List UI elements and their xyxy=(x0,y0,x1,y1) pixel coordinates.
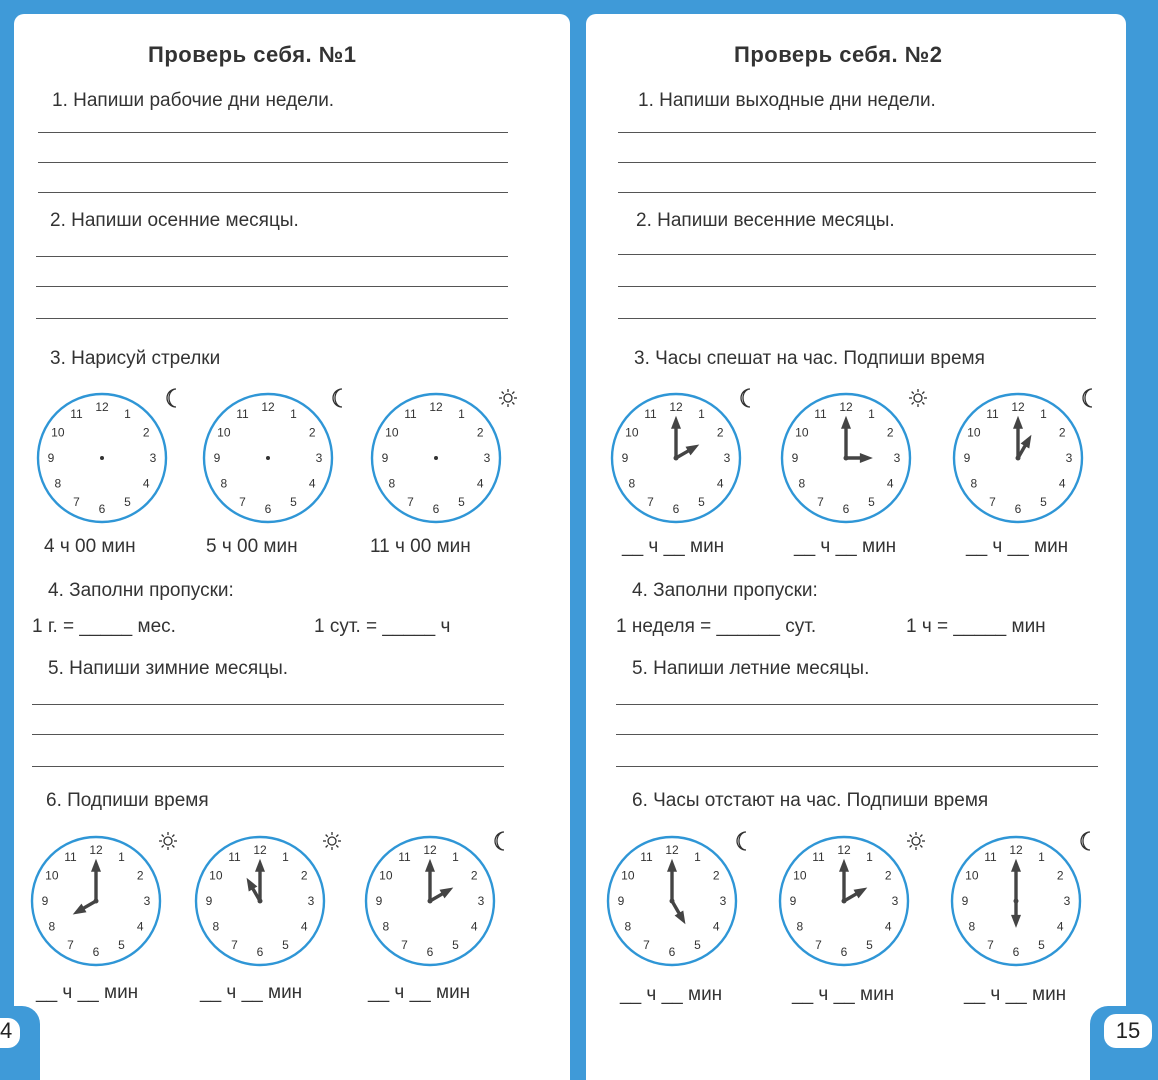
clock-number: 1 xyxy=(868,406,875,421)
sun-icon xyxy=(909,389,927,407)
clock-number: 10 xyxy=(793,868,807,883)
page-number-right: 15 xyxy=(1104,1014,1152,1048)
answer-line[interactable] xyxy=(616,734,1098,735)
clock-number: 3 xyxy=(1063,894,1071,908)
clock-face xyxy=(780,388,940,528)
clock-face xyxy=(30,828,190,974)
clock-number: 9 xyxy=(621,451,629,465)
clock-number: 7 xyxy=(231,938,238,953)
clock-caption: 11 ч 00 мин xyxy=(370,536,471,557)
clock-number: 5 xyxy=(868,495,875,510)
moon-icon xyxy=(737,832,746,850)
clock-face[interactable] xyxy=(36,388,196,528)
clock-number: 7 xyxy=(67,938,74,953)
clock-number: 11 xyxy=(228,849,241,864)
answer-line[interactable] xyxy=(36,318,508,319)
moon-icon xyxy=(167,389,176,407)
clock-number: 6 xyxy=(264,502,272,516)
question-4: 4. Заполни пропуски: xyxy=(632,580,818,601)
clock-number: 9 xyxy=(375,894,383,908)
clock-number: 2 xyxy=(300,868,308,883)
clock-number: 8 xyxy=(220,476,228,491)
clock-number: 3 xyxy=(307,894,315,908)
clock-number: 9 xyxy=(617,894,625,908)
clock-number: 6 xyxy=(256,945,264,959)
question-6: 6. Часы отстают на час. Подпиши время xyxy=(632,790,989,811)
clock-number: 3 xyxy=(1065,451,1073,465)
clock-number: 8 xyxy=(54,476,62,491)
fill-in-years[interactable]: 1 г. = _____ мес. xyxy=(32,616,176,637)
answer-line[interactable] xyxy=(38,192,508,193)
clock-number: 7 xyxy=(73,495,80,510)
page-number-left: 4 xyxy=(0,1018,20,1048)
page-title: Проверь себя. №2 xyxy=(734,42,943,67)
clock-number: 8 xyxy=(382,919,390,934)
clock-number: 11 xyxy=(984,849,997,864)
time-answer-field[interactable]: __ ч __ мин xyxy=(368,982,471,1003)
time-answer-field[interactable]: __ ч __ мин xyxy=(620,984,723,1005)
time-answer-field[interactable]: __ ч __ мин xyxy=(794,536,897,557)
clock-center-dot xyxy=(844,456,849,461)
answer-line[interactable] xyxy=(38,132,508,133)
clock-number: 2 xyxy=(470,868,478,883)
clock-number: 7 xyxy=(989,495,996,510)
clock-number: 8 xyxy=(388,476,396,491)
clock-number: 4 xyxy=(884,919,892,934)
answer-line[interactable] xyxy=(618,318,1096,319)
clock-number: 4 xyxy=(470,919,478,934)
answer-line[interactable] xyxy=(32,704,504,705)
clock-number: 12 xyxy=(253,843,267,857)
answer-line[interactable] xyxy=(38,162,508,163)
clock-number: 3 xyxy=(483,451,491,465)
clock-number: 7 xyxy=(815,938,822,953)
clock-number: 1 xyxy=(282,849,289,864)
clock-number: 1 xyxy=(118,849,125,864)
clock-number: 12 xyxy=(1009,843,1023,857)
clock-number: 3 xyxy=(315,451,323,465)
sun-icon xyxy=(907,832,925,850)
question-2: 2. Напиши осенние месяцы. xyxy=(50,210,299,231)
time-answer-field[interactable]: __ ч __ мин xyxy=(964,984,1067,1005)
clock-number: 11 xyxy=(812,849,825,864)
clock-number: 1 xyxy=(290,406,297,421)
clock-center-dot xyxy=(266,456,270,460)
answer-line[interactable] xyxy=(618,254,1096,255)
clock-number: 10 xyxy=(385,425,399,440)
clock-number: 10 xyxy=(379,868,393,883)
clock-number: 11 xyxy=(640,849,653,864)
clock-number: 9 xyxy=(381,451,389,465)
clock-number: 12 xyxy=(837,843,851,857)
clock-number: 3 xyxy=(723,451,731,465)
clock-caption: 5 ч 00 мин xyxy=(206,536,298,557)
clock-number: 10 xyxy=(51,425,65,440)
moon-icon xyxy=(741,389,750,407)
clock-number: 8 xyxy=(48,919,56,934)
clock-number: 4 xyxy=(886,476,894,491)
question-3: 3. Нарисуй стрелки xyxy=(50,348,221,369)
clock-number: 10 xyxy=(625,425,639,440)
clock-face xyxy=(606,828,766,974)
clock-number: 12 xyxy=(429,400,443,414)
clock-number: 8 xyxy=(628,476,636,491)
answer-line[interactable] xyxy=(32,766,504,767)
clock-number: 1 xyxy=(1040,406,1047,421)
clock-number: 6 xyxy=(92,945,100,959)
answer-line[interactable] xyxy=(618,192,1096,193)
clock-number: 5 xyxy=(698,495,705,510)
clock-number: 8 xyxy=(624,919,632,934)
clock-number: 5 xyxy=(452,938,459,953)
moon-icon xyxy=(1083,389,1092,407)
clock-number: 2 xyxy=(136,868,144,883)
question-3: 3. Часы спешат на час. Подпиши время xyxy=(634,348,985,369)
clock-number: 5 xyxy=(1038,938,1045,953)
answer-line[interactable] xyxy=(32,734,504,735)
clock-number: 4 xyxy=(300,919,308,934)
clock-number: 11 xyxy=(236,406,249,421)
clock-number: 4 xyxy=(476,476,484,491)
clock-caption: 4 ч 00 мин xyxy=(44,536,136,557)
clock-number: 2 xyxy=(884,868,892,883)
clock-face xyxy=(778,828,938,974)
time-answer-field[interactable]: __ ч __ мин xyxy=(200,982,303,1003)
clock-number: 12 xyxy=(89,843,103,857)
clock-number: 2 xyxy=(142,425,150,440)
clock-face xyxy=(952,388,1112,528)
time-answer-field[interactable]: __ ч __ мин xyxy=(36,982,139,1003)
clock-number: 1 xyxy=(124,406,131,421)
clock-number: 6 xyxy=(1014,502,1022,516)
clock-center-dot xyxy=(670,899,675,904)
clock-number: 12 xyxy=(1011,400,1025,414)
fill-in-days[interactable]: 1 сут. = _____ ч xyxy=(314,616,451,637)
clock-number: 8 xyxy=(796,919,804,934)
question-6: 6. Подпиши время xyxy=(46,790,209,811)
clock-number: 8 xyxy=(970,476,978,491)
clock-center-dot xyxy=(100,456,104,460)
clock-number: 2 xyxy=(716,425,724,440)
clock-number: 6 xyxy=(426,945,434,959)
moon-icon xyxy=(1081,832,1090,850)
clock-number: 3 xyxy=(143,894,151,908)
clock-number: 5 xyxy=(866,938,873,953)
clock-number: 5 xyxy=(124,495,131,510)
clock-number: 7 xyxy=(643,938,650,953)
clock-number: 9 xyxy=(213,451,221,465)
clock-center-dot xyxy=(842,899,847,904)
answer-line[interactable] xyxy=(36,256,508,257)
clock-number: 7 xyxy=(647,495,654,510)
sun-icon xyxy=(159,832,177,850)
clock-number: 5 xyxy=(458,495,465,510)
clock-number: 8 xyxy=(968,919,976,934)
clock-number: 6 xyxy=(1012,945,1020,959)
clock-number: 2 xyxy=(308,425,316,440)
clock-center-dot xyxy=(1016,456,1021,461)
clock-number: 10 xyxy=(967,425,981,440)
clock-center-dot xyxy=(434,456,438,460)
clock-number: 4 xyxy=(1056,919,1064,934)
clock-number: 5 xyxy=(694,938,701,953)
clock-number: 4 xyxy=(716,476,724,491)
clock-number: 1 xyxy=(458,406,465,421)
question-5: 5. Напиши летние месяцы. xyxy=(632,658,870,679)
clock-number: 8 xyxy=(212,919,220,934)
clock-number: 10 xyxy=(209,868,223,883)
answer-line[interactable] xyxy=(618,162,1096,163)
page-right xyxy=(586,14,1126,1080)
clock-number: 7 xyxy=(239,495,246,510)
clock-number: 1 xyxy=(694,849,701,864)
fill-in-week[interactable]: 1 неделя = ______ сут. xyxy=(616,616,817,637)
clock-face xyxy=(364,828,524,974)
clock-center-dot xyxy=(674,456,679,461)
clock-face[interactable] xyxy=(202,388,362,528)
question-1: 1. Напиши выходные дни недели. xyxy=(638,90,936,111)
clock-number: 6 xyxy=(668,945,676,959)
clock-number: 3 xyxy=(719,894,727,908)
time-answer-field[interactable]: __ ч __ мин xyxy=(622,536,725,557)
clock-number: 10 xyxy=(45,868,59,883)
clock-number: 6 xyxy=(840,945,848,959)
question-4: 4. Заполни пропуски: xyxy=(48,580,234,601)
clock-number: 10 xyxy=(965,868,979,883)
clock-number: 12 xyxy=(95,400,109,414)
clock-number: 9 xyxy=(47,451,55,465)
clock-number: 2 xyxy=(1056,868,1064,883)
clock-number: 8 xyxy=(798,476,806,491)
clock-number: 11 xyxy=(986,406,999,421)
question-2: 2. Напиши весенние месяцы. xyxy=(636,210,895,231)
clock-number: 1 xyxy=(698,406,705,421)
clock-number: 10 xyxy=(795,425,809,440)
clock-number: 4 xyxy=(136,919,144,934)
clock-number: 12 xyxy=(423,843,437,857)
clock-number: 5 xyxy=(118,938,125,953)
clock-number: 2 xyxy=(712,868,720,883)
clock-face xyxy=(610,388,770,528)
answer-line[interactable] xyxy=(618,132,1096,133)
fill-in-hour[interactable]: 1 ч = _____ мин xyxy=(906,616,1046,637)
clock-number: 3 xyxy=(891,894,899,908)
clock-center-dot xyxy=(1014,899,1019,904)
clock-number: 2 xyxy=(886,425,894,440)
clock-number: 9 xyxy=(789,894,797,908)
clock-face[interactable] xyxy=(370,388,530,528)
clock-number: 11 xyxy=(814,406,827,421)
clock-number: 1 xyxy=(452,849,459,864)
clock-center-dot xyxy=(94,899,99,904)
page-title: Проверь себя. №1 xyxy=(148,42,357,67)
clock-number: 12 xyxy=(261,400,275,414)
question-1: 1. Напиши рабочие дни недели. xyxy=(52,90,335,111)
clock-number: 3 xyxy=(149,451,157,465)
answer-line[interactable] xyxy=(36,286,508,287)
clock-number: 7 xyxy=(401,938,408,953)
clock-number: 11 xyxy=(70,406,83,421)
clock-number: 4 xyxy=(712,919,720,934)
clock-number: 7 xyxy=(407,495,414,510)
question-5: 5. Напиши зимние месяцы. xyxy=(48,658,289,679)
clock-number: 5 xyxy=(1040,495,1047,510)
clock-number: 7 xyxy=(817,495,824,510)
clock-number: 11 xyxy=(644,406,657,421)
clock-number: 11 xyxy=(64,849,77,864)
clock-number: 4 xyxy=(308,476,316,491)
answer-line[interactable] xyxy=(616,766,1098,767)
sun-icon xyxy=(499,389,517,407)
clock-number: 7 xyxy=(987,938,994,953)
clock-number: 11 xyxy=(398,849,411,864)
clock-number: 1 xyxy=(866,849,873,864)
clock-center-dot xyxy=(428,899,433,904)
clock-number: 10 xyxy=(621,868,635,883)
clock-number: 3 xyxy=(893,451,901,465)
clock-number: 10 xyxy=(217,425,231,440)
clock-number: 6 xyxy=(842,502,850,516)
clock-number: 9 xyxy=(961,894,969,908)
answer-line[interactable] xyxy=(616,704,1098,705)
moon-icon xyxy=(333,389,342,407)
clock-number: 6 xyxy=(432,502,440,516)
clock-number: 4 xyxy=(142,476,150,491)
clock-face xyxy=(194,828,354,974)
time-answer-field[interactable]: __ ч __ мин xyxy=(966,536,1069,557)
clock-face xyxy=(950,828,1110,974)
clock-number: 12 xyxy=(839,400,853,414)
time-answer-field[interactable]: __ ч __ мин xyxy=(792,984,895,1005)
clock-number: 3 xyxy=(477,894,485,908)
clock-number: 5 xyxy=(282,938,289,953)
clock-number: 12 xyxy=(665,843,679,857)
clock-number: 9 xyxy=(963,451,971,465)
answer-line[interactable] xyxy=(618,286,1096,287)
clock-number: 9 xyxy=(791,451,799,465)
sun-icon xyxy=(323,832,341,850)
clock-number: 2 xyxy=(1058,425,1066,440)
clock-number: 6 xyxy=(98,502,106,516)
clock-center-dot xyxy=(258,899,263,904)
clock-number: 9 xyxy=(205,894,213,908)
clock-number: 2 xyxy=(476,425,484,440)
clock-number: 11 xyxy=(404,406,417,421)
clock-number: 9 xyxy=(41,894,49,908)
clock-number: 6 xyxy=(672,502,680,516)
clock-number: 12 xyxy=(669,400,683,414)
moon-icon xyxy=(495,832,504,850)
clock-number: 1 xyxy=(1038,849,1045,864)
page-left xyxy=(14,14,570,1080)
clock-number: 5 xyxy=(290,495,297,510)
clock-number: 4 xyxy=(1058,476,1066,491)
